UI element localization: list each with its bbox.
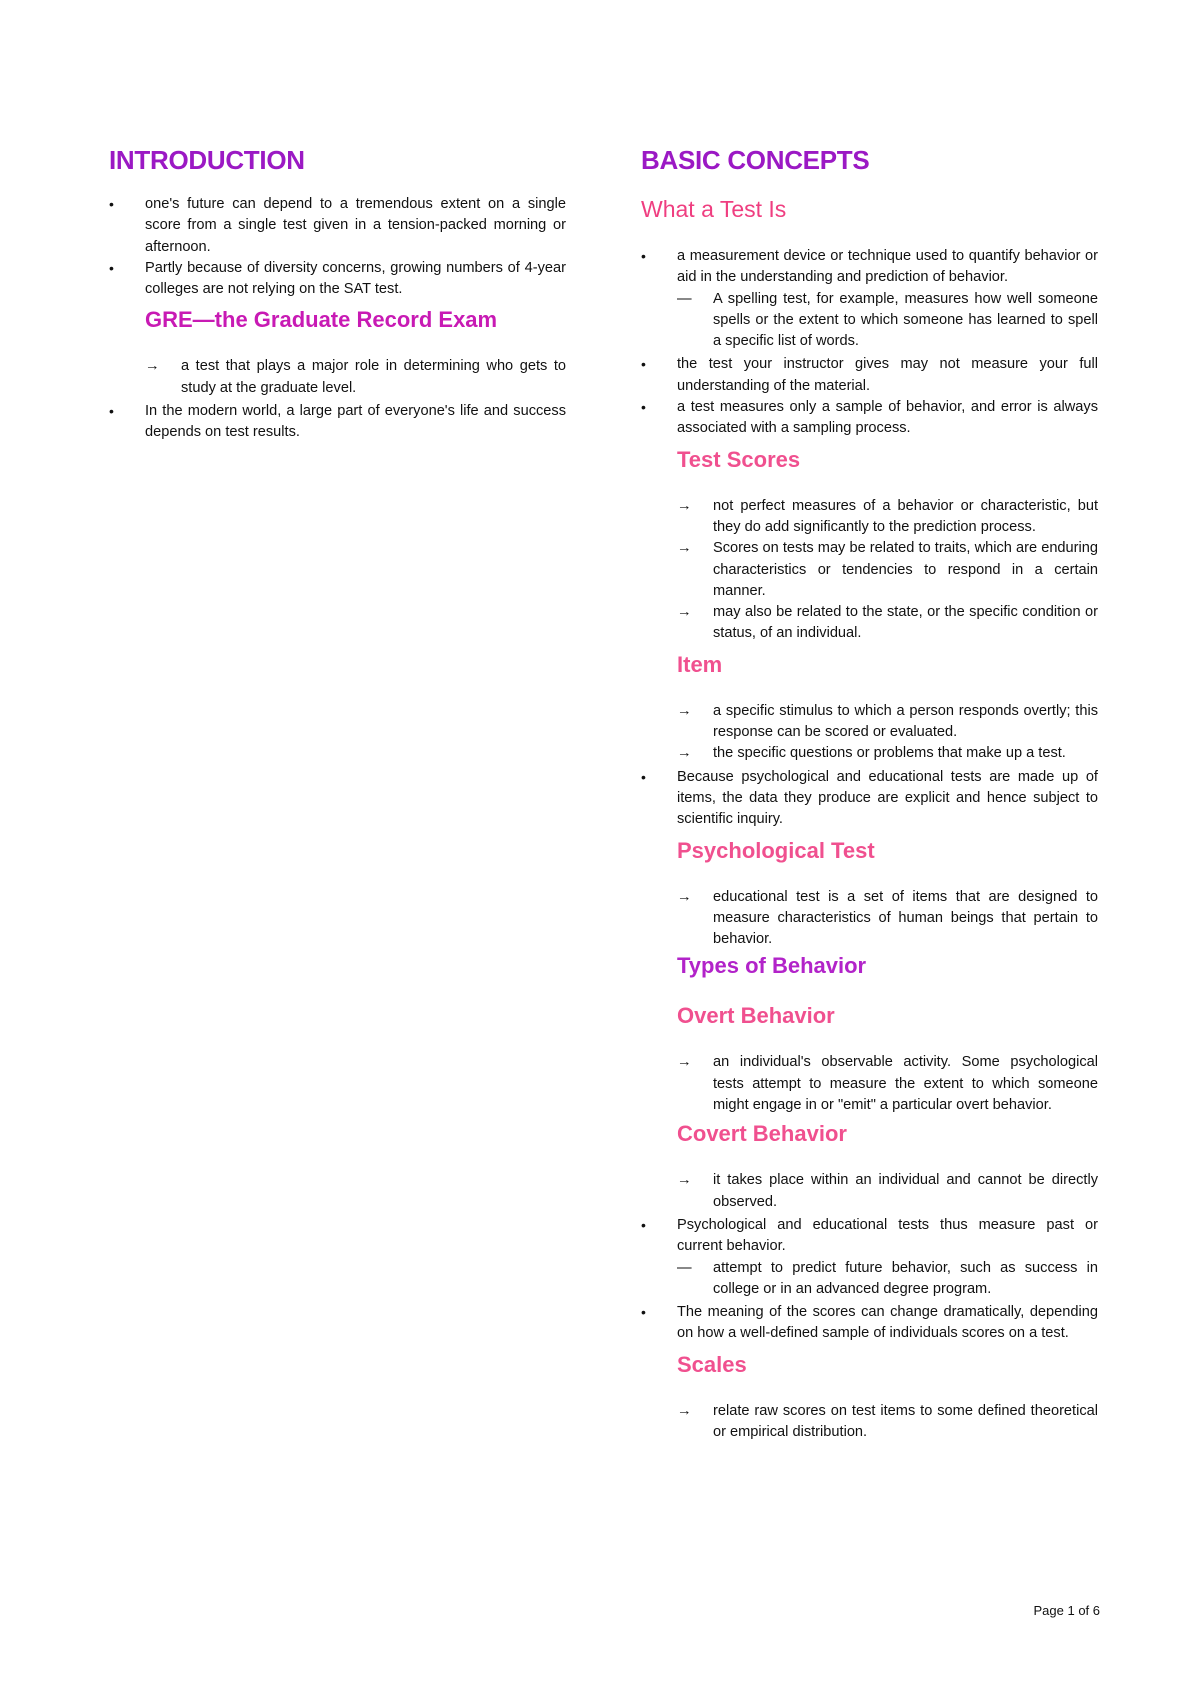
section-title-basic-concepts: BASIC CONCEPTS: [641, 145, 870, 175]
what-test-sub-list: [677, 289, 1098, 353]
arrow-icon: →: [677, 540, 692, 557]
past-behavior-sub-list: [677, 1258, 1098, 1301]
psych-test-list: [677, 887, 1098, 951]
meaning-list: [641, 1302, 1098, 1345]
arrow-icon: →: [677, 745, 692, 762]
list-item: — attempt to predict future behavior, such as success in college or in an advanced degree program.: [677, 1259, 1098, 1297]
page-number: Page 1 of 6: [1033, 1603, 1100, 1618]
arrow-icon: →: [677, 1054, 692, 1071]
heading-what-a-test-is: What a Test Is: [641, 196, 787, 222]
heading-gre: GRE—the Graduate Record Exam: [145, 307, 498, 333]
heading-test-scores: Test Scores: [677, 446, 801, 472]
arrow-icon: →: [145, 358, 160, 375]
scales-list: [677, 1401, 1098, 1444]
what-test-list-2: [641, 354, 1098, 439]
test-scores-list: [677, 496, 1098, 645]
list-item: → a test that plays a major role in determining who gets to study at the graduate level.: [145, 358, 566, 396]
list-item: → may also be related to the state, or the specific condition or status, of an individual.: [677, 604, 1098, 642]
section-title-introduction: INTRODUCTION: [109, 145, 305, 175]
intro-bullet-list: [109, 194, 566, 300]
list-item: • a test measures only a sample of behavior, and error is always associated with a sampling process.: [641, 397, 1098, 440]
list-item: → educational test is a set of items that are designed to measure characteristics of human beings that pertain to behavior.: [677, 888, 1098, 948]
item-list: [677, 701, 1098, 765]
list-item: • the test your instructor gives may not measure your full understanding of the material.: [641, 354, 1098, 397]
overt-list: [677, 1052, 1098, 1116]
arrow-icon: →: [677, 1402, 692, 1419]
arrow-icon: →: [677, 497, 692, 514]
list-item: → not perfect measures of a behavior or characteristic, but they do add significantly to the prediction process.: [677, 497, 1098, 535]
list-item: • Psychological and educational tests thus measure past or current behavior.: [641, 1215, 1098, 1258]
arrow-icon: →: [677, 702, 692, 719]
list-item: → it takes place within an individual and cannot be directly observed.: [677, 1172, 1098, 1210]
item-after-list: [641, 767, 1098, 831]
list-item: • Because psychological and educational tests are made up of items, the data they produce are explicit and hence subject to scientific inquiry.: [641, 767, 1098, 831]
arrow-icon: →: [677, 1172, 692, 1189]
gre-sub-list: [145, 356, 566, 399]
list-item: → relate raw scores on test items to some defined theoretical or empirical distribution.: [677, 1402, 1098, 1440]
list-item: • In the modern world, a large part of everyone's life and success depends on test results.: [109, 401, 566, 444]
heading-scales: Scales: [677, 1351, 747, 1377]
list-item: • The meaning of the scores can change dramatically, depending on how a well-defined sample of individuals scores on a test.: [641, 1302, 1098, 1345]
arrow-icon: →: [677, 604, 692, 621]
list-item: • one's future can depend to a tremendous extent on a single score from a single test given in a tension-packed morning or afternoon.: [109, 194, 566, 258]
heading-types-of-behavior: Types of Behavior: [677, 953, 867, 979]
list-item: → the specific questions or problems that make up a test.: [677, 743, 1098, 764]
heading-item: Item: [677, 651, 723, 677]
list-item: → an individual's observable activity. Some psychological tests attempt to measure the extent to which someone might engage in or "emit" a particular overt behavior.: [677, 1054, 1098, 1114]
arrow-icon: →: [677, 888, 692, 905]
list-item: — A spelling test, for example, measures how well someone spells or the extent to which someone has learned to spell a specific list of words.: [677, 290, 1098, 350]
list-item: • a measurement device or technique used to quantify behavior or aid in the understanding and prediction of behavior.: [641, 246, 1098, 289]
list-item: → Scores on tests may be related to traits, which are enduring characteristics or tendencies to respond in a certain manner.: [677, 540, 1098, 599]
heading-covert-behavior: Covert Behavior: [677, 1121, 847, 1147]
left-column: [109, 144, 566, 444]
right-column: [641, 144, 1098, 1445]
what-test-list: [641, 246, 1098, 289]
list-item: → a specific stimulus to which a person responds overtly; this response can be scored or evaluated.: [677, 702, 1098, 741]
heading-overt-behavior: Overt Behavior: [677, 1003, 835, 1029]
intro-bullet-list-2: [109, 401, 566, 444]
covert-list: [677, 1170, 1098, 1213]
heading-psychological-test: Psychological Test: [677, 837, 875, 863]
past-behavior-list: [641, 1215, 1098, 1258]
dash-icon: —: [677, 1259, 692, 1276]
dash-icon: —: [677, 290, 692, 307]
list-item: • Partly because of diversity concerns, growing numbers of 4-year colleges are not relying on the SAT test.: [109, 258, 566, 301]
